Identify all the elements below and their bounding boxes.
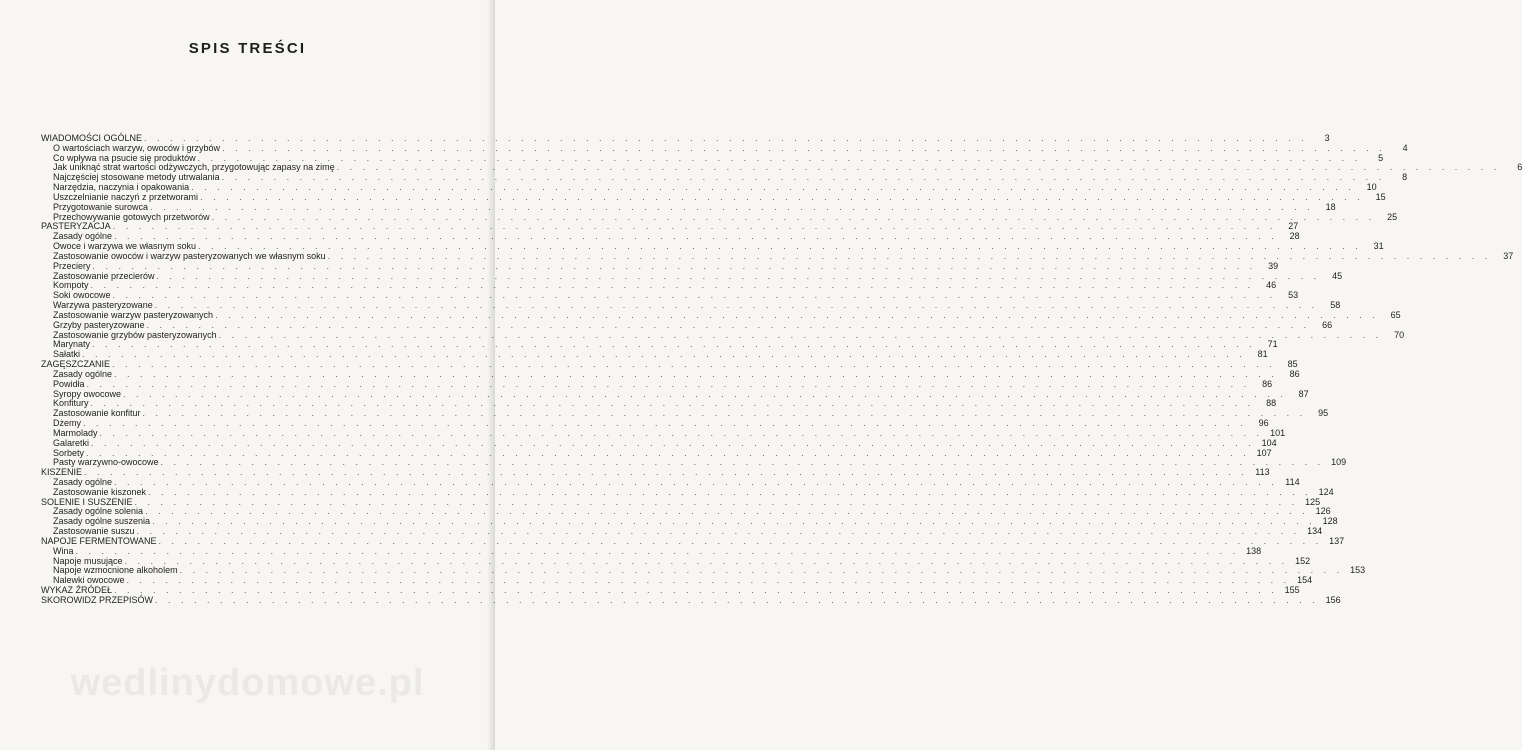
table-of-contents: [41, 133, 1522, 606]
toc-page-number: 124: [1318, 486, 1334, 497]
toc-page-number: 28: [1289, 231, 1300, 242]
toc-page-number: 66: [1322, 319, 1333, 330]
toc-page-number: 86: [1289, 368, 1300, 379]
toc-page-number: 6: [1517, 162, 1522, 173]
toc-entry-label: WYKAZ ŹRÓDEŁ: [41, 585, 113, 596]
toc-page-number: 125: [1305, 496, 1321, 507]
toc-entry-label: Powidła: [53, 378, 85, 389]
toc-entry-label: Marmolady: [53, 427, 98, 438]
toc-entry-label: Soki owocowe: [53, 290, 111, 301]
toc-entry-label: NAPOJE FERMENTOWANE: [41, 535, 157, 546]
toc-page-number: 45: [1332, 270, 1343, 281]
toc-page-number: 18: [1325, 201, 1336, 212]
toc-page-number: 31: [1373, 241, 1384, 252]
toc-page-number: 101: [1270, 427, 1286, 438]
toc-page-number: 4: [1402, 142, 1408, 153]
toc-entry-label: Zasady ogólne solenia: [53, 506, 144, 517]
toc-page-number: 104: [1261, 437, 1277, 448]
toc-page-number: 153: [1350, 565, 1366, 576]
toc-page-number: 39: [1268, 260, 1279, 271]
toc-entry-label: Zasady ogólne: [53, 476, 113, 487]
page-title: SPIS TREŚCI: [188, 40, 307, 57]
toc-page-number: 154: [1297, 575, 1313, 586]
page-edge-shadow: [487, 0, 495, 750]
toc-entry-label: Jak uniknąć strat wartości odżywczych, przygotowując zapasy na zimę: [53, 162, 335, 173]
toc-page-number: 134: [1307, 526, 1323, 537]
toc-entry-label: Nalewki owocowe: [53, 575, 125, 586]
toc-page-number: 15: [1375, 191, 1386, 202]
toc-entry-label: Sorbety: [53, 447, 85, 458]
toc-entry-label: Zastosowanie warzyw pasteryzowanych: [53, 309, 214, 320]
toc-entry-label: Galaretki: [53, 437, 90, 448]
toc-page-number: 3: [1324, 133, 1330, 143]
toc-page-number: 53: [1288, 290, 1299, 301]
toc-page-number: 46: [1266, 280, 1277, 291]
toc-page-number: 137: [1329, 535, 1345, 546]
toc-entry-label: Zasady ogólne suszenia: [53, 516, 151, 527]
toc-entry-label: Uszczelnianie naczyń z przetworami: [53, 191, 199, 202]
toc-entry-label: Napoje musujące: [53, 555, 123, 566]
toc-page-number: 126: [1315, 506, 1331, 517]
toc-page-number: 96: [1258, 418, 1269, 429]
toc-page-number: 27: [1288, 221, 1299, 232]
toc-entry-label: Zastosowanie konfitur: [53, 408, 141, 419]
toc-page-number: 85: [1287, 359, 1298, 370]
toc-entry-label: Najczęściej stosowane metody utrwalania: [53, 172, 220, 183]
toc-page-number: 25: [1387, 211, 1398, 222]
toc-entry-label: Przygotowanie surowca: [53, 201, 149, 212]
toc-entry-label: Dżemy: [53, 418, 82, 429]
toc-page-number: 152: [1295, 555, 1311, 566]
toc-entry-label: Zastosowanie grzybów pasteryzowanych: [53, 329, 217, 340]
toc-page-number: 70: [1394, 329, 1405, 340]
toc-page-number: 95: [1318, 408, 1329, 419]
toc-entry-label: Zastosowanie suszu: [53, 526, 135, 537]
toc-entry-label: Zastosowanie kiszonek: [53, 486, 147, 497]
toc-entry-label: Syropy owocowe: [53, 388, 122, 399]
toc-page-number: 87: [1298, 388, 1309, 399]
toc-page-number: 155: [1284, 585, 1300, 596]
toc-page-number: 5: [1378, 152, 1384, 163]
toc-entry-label: Sałatki: [53, 349, 81, 360]
toc-page-number: 58: [1330, 300, 1341, 311]
toc-page-number: 156: [1325, 594, 1341, 605]
toc-entry-label: O wartościach warzyw, owoców i grzybów: [53, 142, 221, 153]
toc-entry-label: Wina: [53, 545, 74, 556]
toc-entry-label: Zasady ogólne: [53, 231, 113, 242]
toc-page-number: 10: [1366, 182, 1377, 193]
toc-entry-label: Zastosowanie przecierów: [53, 270, 155, 281]
toc-page-number: 86: [1262, 378, 1273, 389]
toc-page-number: 81: [1257, 349, 1268, 360]
toc-entry-label: Owoce i warzywa we własnym soku: [53, 241, 197, 252]
toc-entry-label: SKOROWIDZ PRZEPISÓW: [41, 594, 154, 605]
toc-entry-label: Konfitury: [53, 398, 89, 409]
watermark: wedlinydomowe.pl: [70, 662, 425, 704]
toc-page-number: 71: [1267, 339, 1278, 350]
toc-page-number: 114: [1285, 476, 1300, 487]
toc-entry-label: Przechowywanie gotowych przetworów: [53, 211, 210, 222]
toc-entry-label: Zasady ogólne: [53, 368, 113, 379]
toc-entry-label: Marynaty: [53, 339, 91, 350]
toc-entry-label: Narzędzia, naczynia i opakowania: [53, 182, 190, 193]
toc-entry-label: PASTERYZACJA: [41, 221, 111, 232]
toc-entry-label: Warzywa pasteryzowane: [53, 300, 153, 311]
toc-page-number: 109: [1331, 457, 1347, 468]
toc-section: [41, 594, 1341, 606]
toc-entry-label: Przeciery: [53, 260, 91, 271]
toc-entry-label: ZAGĘSZCZANIE: [41, 359, 111, 370]
toc-page-number: 138: [1246, 545, 1262, 556]
toc-entry-label: Kompoty: [53, 280, 89, 291]
toc-page-number: 113: [1255, 467, 1270, 478]
toc-page-number: 128: [1322, 516, 1338, 527]
toc-page-number: 88: [1266, 398, 1277, 409]
toc-dot-leader: [153, 596, 1321, 606]
toc-page-number: 107: [1256, 447, 1272, 458]
toc-entry-label: Pasty warzywno-owocowe: [53, 457, 159, 468]
toc-entry-label: Zastosowanie owoców i warzyw pasteryzowanych we własnym soku: [53, 250, 326, 261]
toc-page-number: 8: [1402, 172, 1408, 183]
toc-page-number: 65: [1390, 309, 1401, 320]
toc-page-number: 37: [1503, 250, 1514, 261]
toc-entry-label: SOLENIE I SUSZENIE: [41, 496, 133, 507]
toc-entry-label: Co wpływa na psucie się produktów: [53, 152, 196, 163]
toc-entry-label: Grzyby pasteryzowane: [53, 319, 145, 330]
toc-entry-label: WIADOMOŚCI OGÓLNE: [41, 133, 143, 143]
toc-entry-label: KISZENIE: [41, 467, 83, 478]
toc-entry-label: Napoje wzmocnione alkoholem: [53, 565, 178, 576]
